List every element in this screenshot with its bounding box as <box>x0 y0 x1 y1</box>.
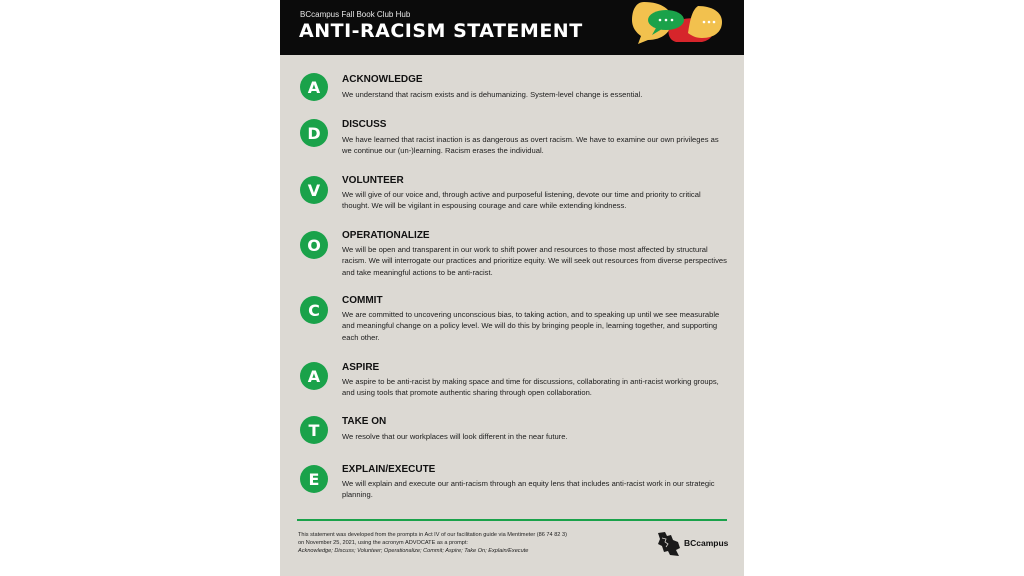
letter-badge: A <box>300 362 328 390</box>
letter-badge: A <box>300 73 328 101</box>
footer-line: This statement was developed from the prompts in Act IV of our facilitation guide via Mentimeter (86 74 82 3) <box>298 532 567 538</box>
letter-badge: C <box>300 296 328 324</box>
item-title: COMMIT <box>342 295 383 306</box>
item-text: We will explain and execute our anti-racism through an equity lens that includes anti-racist work in our strategic planning. <box>342 479 715 500</box>
bc-map-icon <box>656 530 682 558</box>
letter-badge: D <box>300 119 328 147</box>
letter-badge: E <box>300 465 328 493</box>
item-text: We understand that racism exists and is dehumanizing. System-level change is essential. <box>342 90 643 99</box>
footer-acronym-line: Acknowledge; Discuss; Volunteer; Operationalize; Commit; Aspire; Take On; Explain/Execute <box>298 547 529 554</box>
item-title: OPERATIONALIZE <box>342 230 430 241</box>
hub-title: BCcampus Fall Book Club Hub <box>300 10 411 19</box>
page-title: ANTI-RACISM STATEMENT <box>299 20 583 42</box>
item-title: DISCUSS <box>342 119 387 130</box>
item-text: We will be open and transparent in our work to shift power and resources to those most affected by structural racism. We will interrogate our practices and prioritize equity. We will seek out resources from diverse perspectives and take meaningful actions to be anti-racist. <box>342 245 727 277</box>
footer-note <box>298 532 638 555</box>
letter-badge: V <box>300 176 328 204</box>
item-title: ASPIRE <box>342 362 380 373</box>
statement-poster <box>280 0 744 576</box>
poster-header <box>280 0 744 55</box>
item-title: VOLUNTEER <box>342 175 404 186</box>
item-text: We aspire to be anti-racist by making space and time for discussions, collaborating in anti-racist working groups, and using tools that promote authentic sharing through open collaboration. <box>342 377 719 398</box>
bccampus-logo <box>656 530 729 558</box>
item-text: We have learned that racist inaction is as dangerous as overt racism. We have to examine our own privileges as we continue our (un-)learning. Racism erases the individual. <box>342 135 719 156</box>
item-text: We will give of our voice and, through active and purposeful listening, devote our time and priority to critical thought. We will be vigilant in espousing courage and care while extending kindness. <box>342 190 701 211</box>
speech-bubbles-icon <box>632 0 728 46</box>
letter-badge: T <box>300 416 328 444</box>
footer-divider <box>297 519 727 521</box>
footer-line: on November 25, 2021, using the acronym ADVOCATE as a prompt: <box>298 539 468 546</box>
item-title: TAKE ON <box>342 416 387 427</box>
item-text: We are committed to uncovering unconscious bias, to taking action, and to speaking up until we see measurable and meaningful change on a policy level. We will do this by bringing people in, learning together, and supporting each other. <box>342 310 720 342</box>
item-text: We resolve that our workplaces will look different in the near future. <box>342 432 568 441</box>
letter-badge: O <box>300 231 328 259</box>
item-title: ACKNOWLEDGE <box>342 74 423 85</box>
logo-text: BCcampus <box>684 538 729 548</box>
item-title: EXPLAIN/EXECUTE <box>342 464 436 475</box>
